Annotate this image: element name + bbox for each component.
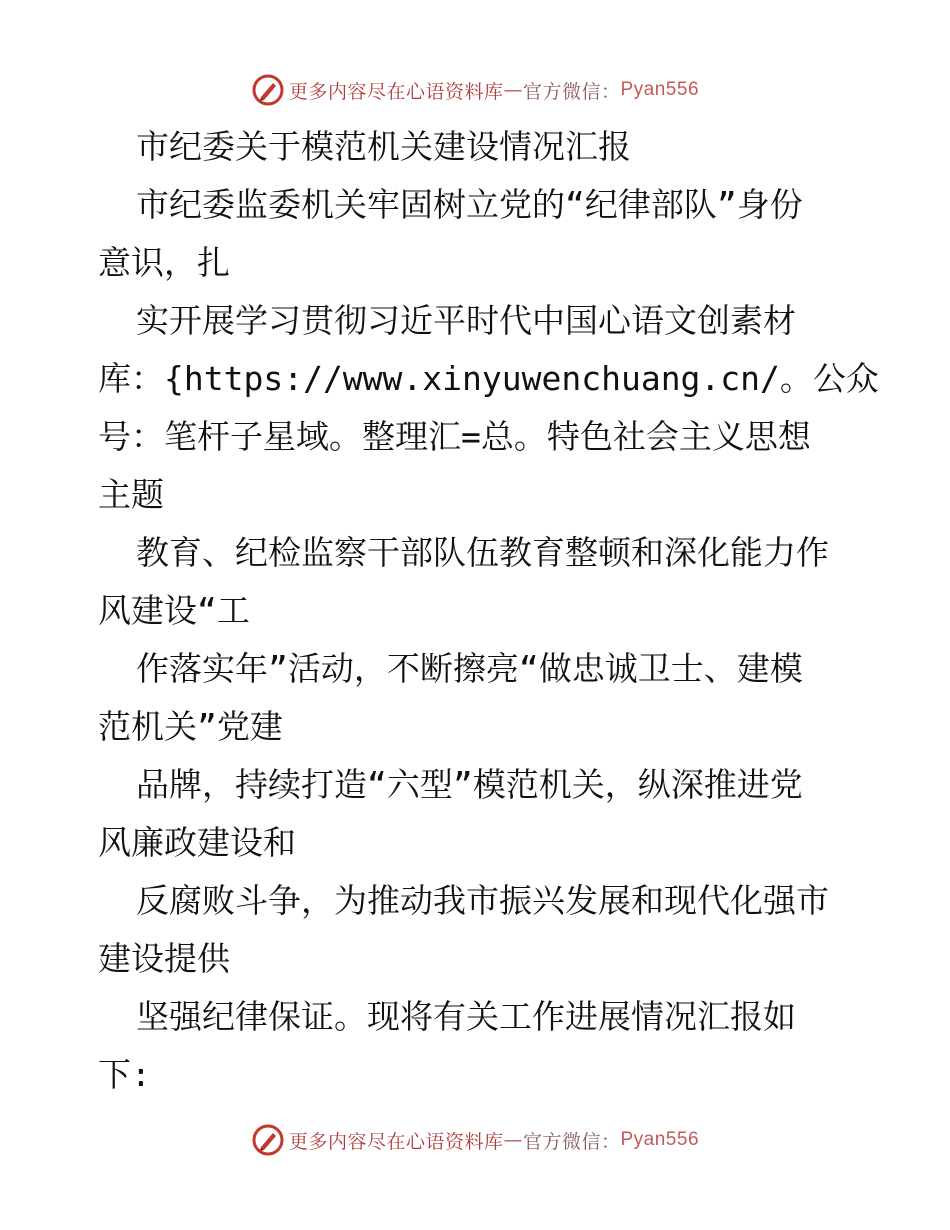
pen-logo-icon — [251, 73, 285, 107]
text-line: 风建设“工 — [98, 591, 250, 630]
text-line: 品牌，持续打造“六型”模范机关，纵深推进党 — [136, 765, 803, 804]
text-line: 风廉政建设和 — [98, 823, 296, 862]
text-line: 建设提供 — [98, 939, 230, 978]
document-body — [98, 118, 879, 1104]
watermark-separator: — — [503, 1129, 523, 1151]
watermark-text: 更多内容尽在心语资料库 — [288, 80, 504, 103]
watermark-header — [0, 70, 950, 110]
text-line: 下: — [98, 1055, 151, 1094]
text-line: 坚强纪律保证。现将有关工作进展情况汇报如 — [136, 997, 796, 1036]
text-line: 范机关”党建 — [98, 707, 283, 746]
text-line: 意识，扎 — [98, 243, 230, 282]
watermark-footer — [0, 1120, 950, 1160]
watermark-separator: — — [503, 79, 523, 101]
text-line: 教育、纪检监察干部队伍教育整顿和深化能力作 — [136, 533, 829, 572]
watermark-contact-label: 官方微信： — [522, 1130, 621, 1153]
text-line: 库：{https://www.xinyuwenchuang.cn/。公众 — [98, 359, 879, 398]
document-title: 市纪委关于模范机关建设情况汇报 — [136, 127, 631, 166]
watermark-text: 更多内容尽在心语资料库 — [288, 1130, 504, 1153]
text-line: 实开展学习贯彻习近平时代中国心语文创素材 — [136, 301, 796, 340]
pen-logo-icon — [251, 1123, 285, 1157]
watermark-contact-id: Pyan556 — [620, 1129, 700, 1150]
text-line: 号：笔杆子星域。整理汇=总。特色社会主义思想 — [98, 417, 811, 456]
text-line: 反腐败斗争，为推动我市振兴发展和现代化强市 — [136, 881, 829, 920]
text-line: 市纪委监委机关牢固树立党的“纪律部队”身份 — [136, 185, 803, 224]
watermark-contact-id: Pyan556 — [620, 79, 700, 100]
text-line: 作落实年”活动，不断擦亮“做忠诚卫士、建模 — [136, 649, 803, 688]
watermark-contact-label: 官方微信： — [522, 80, 621, 103]
text-line: 主题 — [98, 475, 164, 514]
